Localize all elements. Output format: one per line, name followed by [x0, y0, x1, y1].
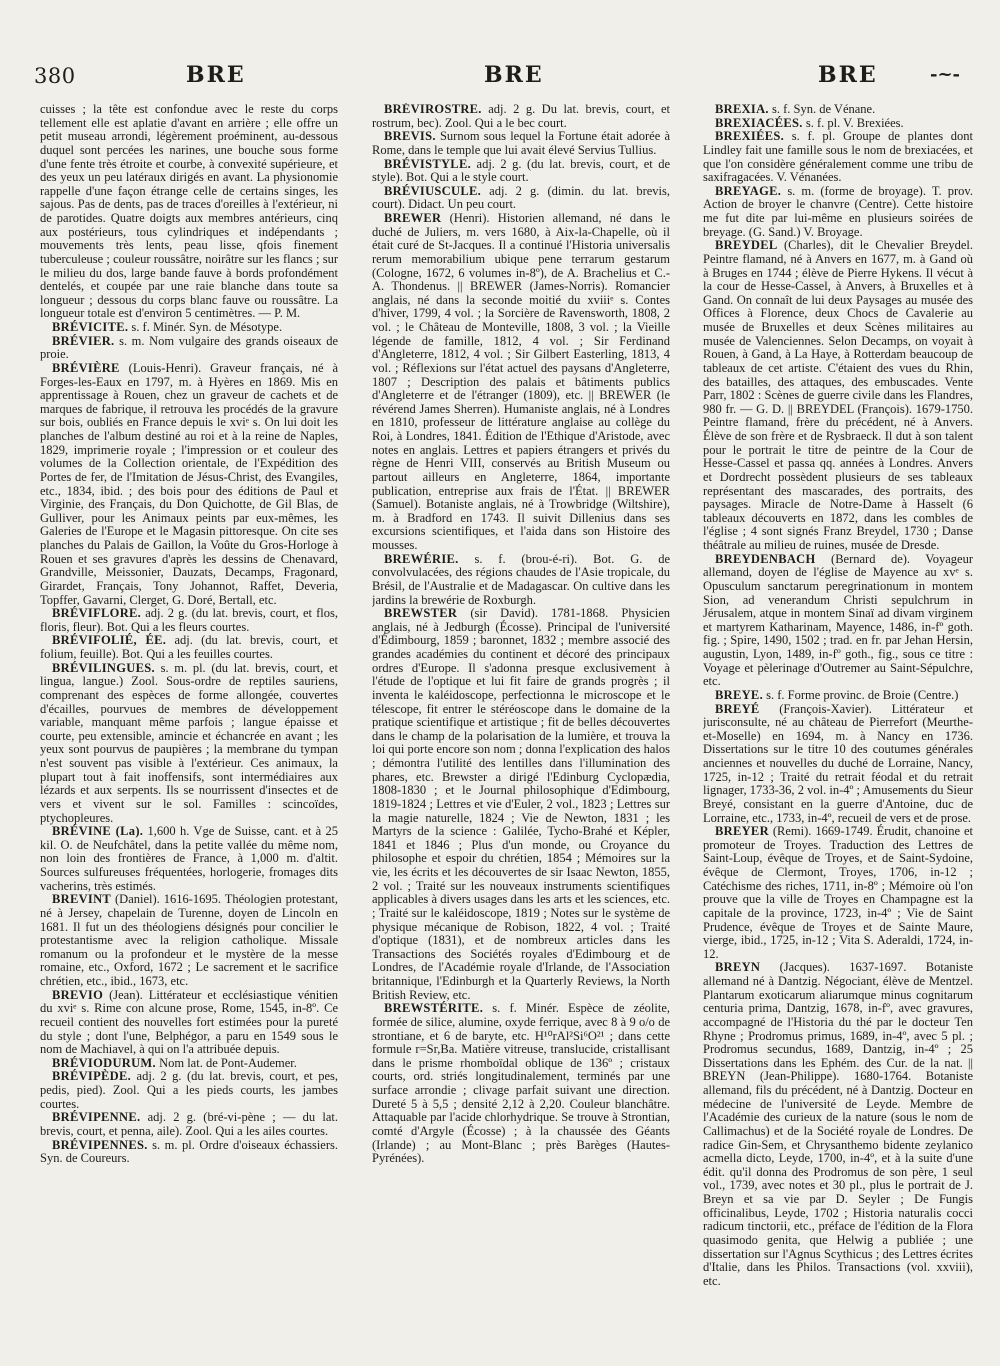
dictionary-entry [703, 117, 973, 131]
entry-text: (Jacques). 1637-1697. Botaniste allemand né à Dantzig. Négociant, élève de Mentzel. Plantarum exoticarum aliarumque minus cognitarum centuria prima, Dantzig, 1678, in-fº, avec gravures, accompagné de l'Historia du thé par le docteur Ten Rhyne ; Prodromus primus, 1689, in-4º, avec 5 pl. ; Prodromus secundus, 1689, Dantzig, in-4º ; 25 Dissertations dans les Ephém. des Cur. de la nat. || BREYN (Jean-Philippe). 1680-1764. Botaniste allemand, fils du précédent, né à Dantzig. Docteur en médecine de l'université de Leyde. Membre de l'Académie des curieux de la nature (sous le nom de Callimachus) et de la Société royale de Londres. De radice Gin-Sem, et Chrysanthemo bidente zeylanico acmella dicto, Leyde, 1700, in-4º, et à la suite d'une édit. qu'il donna des Prodromus de son père, 1 seul vol., 1739, avec notes et 30 pl., plus le portrait de J. Breyn et sa vie par D. Seyler ; De Fungis officinalibus, Leyde, 1702 ; Historia naturalis cocci radicum tinctorii, etc., préface de l'édition de la Flora quasimodo genita, que Helwig a publiée ; une dissertation sur l'Agnus Scythicus ; des Lettres écrites d'Italie, dans les Philos. Transactions (vol. xxviii), etc. [703, 960, 973, 1288]
dictionary-entry [40, 893, 338, 988]
entry-headword: BRÉVIÈRE [52, 360, 120, 375]
header-left-guideword: BRE [186, 62, 246, 88]
entry-text: s. m. (forme de broyage). T. prov. Action de broyer le chanvre (Centre). Cette histoire me fut dite par lui-même en plusieurs soirées de breyage. (G. Sand.) V. Broyage. [703, 183, 973, 239]
dictionary-entry [372, 158, 670, 185]
dictionary-entry [372, 212, 670, 553]
dictionary-entry [703, 689, 973, 703]
entry-text: cuisses ; la tête est confondue avec le reste du corps tellement elle est aplatie d'avant en arrière ; elle offre un petit museau arrondi, légèrement proéminent, au-dessous duquel sont percées les narines, une bouche sous forme d'une fente très étroite et courbe, à convexité supérieure, et des yeux un peu latéraux dirigés en avant. La physionomie rappelle d'une façon étrange celle de certains singes, les sajous. Pas de dents, pas de traces d'oreilles à l'extérieur, ni de parotides. Quatre doigts aux membres antérieurs, cinq aux postérieurs, tous cylindriques et indépendants ; mouvements très lents, peau lisse, qfois finement tuberculeuse ; couleur roussâtre, noirâtre sur les flancs ; sur le milieu du dos, large bande fauve à bords profondément dentelés, et coupée par une raie blanche dans toute sa longueur ; dessous du corps blanc fauve ou roussâtre. La longueur totale est d'environ 5 centimètres. — P. M. [40, 103, 338, 321]
entry-headword: BRÉVINE (La). [52, 824, 144, 839]
entry-headword: BRÉVIODURUM. [52, 1055, 156, 1070]
dictionary-entry [703, 703, 973, 826]
dictionary-entry [372, 103, 670, 130]
entry-text: s. f. (brou-é-ri). Bot. G. de convolvulacées, des régions chaudes de l'Asie tropicale, du Brésil, de l'Australie et de Madagascar. On cultive dans les jardins la brewérie de Roxburgh. [372, 551, 670, 607]
entry-headword: BREYAGE. [715, 183, 782, 198]
entry-text: adj. 2 g. (du lat. brevis, court, et de style). Bot. Qui a le style court. [372, 156, 670, 185]
dictionary-entry [40, 362, 338, 607]
dictionary-entry [372, 607, 670, 1002]
column-3 [703, 103, 973, 1349]
entry-text: adj. 2 g. (du lat. brevis, court, et flos, floris, fleur). Bot. Qui a les fleurs courtes. [40, 606, 338, 634]
entry-headword: BRÉVIFLORE. [52, 606, 142, 621]
entry-headword: BREYN [715, 960, 761, 975]
dictionary-entry [40, 321, 338, 335]
entry-text: s. m. Nom vulgaire des grands oiseaux de proie. [40, 333, 338, 362]
entry-text: (Henri). Historien allemand, né dans le duché de Juliers, m. vers 1680, à Aix-la-Chapelle, où il était curé de St-Jacques. Il a continué l'Historia universalis rerum memorabilium ubique pene terrarum gestarum (Cologne, 1672, 6 volumes in-8º), de A. Brachelius et C.-A. Thondenus. || BREWER (James-Norris). Romancier anglais, né dans la seconde moitié du xviiiᵉ s. Contes d'hiver, 1799, 4 vol. ; la Sorcière de Ravensworth, 1808, 2 vol. ; le Château de Monteville, 1808, 3 vol. ; la Vieille légende de famille, 1812, 4 vol. ; Sir Ferdinand d'Angleterre, 1812, 4 vol. ; Sir Gilbert Easterling, 1813, 4 vol. ; Réflexions sur l'état actuel des paysans d'Angleterre, 1807 ; Description des palais et bâtiments publics d'Angleterre et de l'étranger (1809), etc. || BREWER (le révérend James Sherren). Humaniste anglais, né à Londres en 1810, professeur de littérature anglaise au collège du Roi, à Londres, 1841. Édition de l'Ethique d'Aristode, avec notes en anglais. Lettres et papiers étrangers et privés du règne de Henri VIII, conservés au British Museum ou partout ailleurs en Angleterre, 1864, importante publication, entreprise aux frais de l'État. || BREWER (Samuel). Botaniste anglais, né à Trowbridge (Wiltshire), m. à Bradford en 1743. Il suivit Dillenius dans ses excursions scientifiques, et l'aida dans son Histoire des mousses. [372, 211, 670, 552]
entry-headword: BREXIÉES. [715, 129, 785, 144]
entry-headword: BREVINT [52, 892, 112, 907]
entry-text: s. f. Forme provinc. de Broie (Centre.) [766, 687, 959, 702]
entry-text: Surnom sous lequel la Fortune était adorée à Rome, dans le temple que lui avait élevé Servius Tullius. [372, 129, 670, 157]
dictionary-entry [40, 1057, 338, 1071]
entry-headword: BREYDENBACH [715, 551, 816, 566]
entry-text: s. f. pl. V. Brexiées. [805, 115, 904, 130]
dictionary-entry [40, 1139, 338, 1166]
entry-headword: BRÉVIFOLIÉ, ÉE. [52, 633, 167, 648]
dictionary-entry [40, 607, 338, 634]
entry-headword: BRÉVIPÈDE. [52, 1069, 132, 1084]
dictionary-entry [372, 185, 670, 212]
entry-text: (Daniel). 1616-1695. Théologien protestant, né à Jersey, chapelain de Turenne, doyen de Lincoln en 1681. Il fut un des théologiens désignés pour concilier le protestantisme avec la religion catholique. Missale romanum ou la profondeur et le mystère de la messe romaine, etc., Oxford, 1672 ; Le sacrement et le sacrifice chrétien, etc., ibid., 1673, etc. [40, 892, 338, 988]
page-number: 380 [34, 64, 76, 88]
entry-headword: BRÉVIUSCULE. [384, 183, 482, 198]
entry-text: (Bernard de). Voyageur allemand, doyen de l'église de Mayence au xvᵉ s. Opusculum sanctarum peregrinationum in montem Sion, ad venerandum Christi sepulchrum in Jérusalem, atque in montem Sinaï ad divam virginem et martyrem Katharinam, Mayence, 1486, in-fº goth. fig. ; Spire, 1490, 1502 ; trad. en fr. par Jehan Hersin, augustin, Lyon, 1489, in-fº goth., fig., sous ce titre : Voyage et pèlerinage d'Outremer au Saint-Sépulchre, etc. [703, 551, 973, 689]
dictionary-entry [40, 825, 338, 893]
header-center-guideword: BRE [484, 62, 544, 88]
dictionary-entry [703, 185, 973, 240]
entry-text: adj. 2 g. Du lat. brevis, court, et rostrum, bec). Zool. Qui a le bec court. [372, 103, 670, 130]
entry-text: (Remi). 1669-1749. Érudit, chanoine et promoteur de Troyes. Traduction des Lettres de Saint-Loup, évêque de Troyes, et de Saint-Sydoine, évêque de Clermont, Troyes, 1706, in-12 ; Catéchisme des riches, 1711, in-8º ; Mémoire où l'on prouve que la ville de Troyes en Champagne est la capitale de la province, 1723, in-4º ; Vie de Saint Prudence, évêque de Troyes et de Sainte Maure, vierge, ibid., 1725, in-12 ; Vita S. Aderaldi, 1724, in-12. [703, 824, 973, 961]
dictionary-entry [40, 662, 338, 826]
dictionary-entry [40, 1070, 338, 1111]
entry-headword: BREYÉ [715, 701, 760, 716]
column-1 [40, 103, 338, 1349]
entry-headword: BREWER [384, 211, 442, 225]
dictionary-entry [40, 634, 338, 661]
entry-headword: BREWSTER [384, 606, 458, 621]
entry-text: adj. 2 g. (dimin. du lat. brevis, court). Didact. Un peu court. [372, 183, 670, 212]
entry-headword: BRÉVISTYLE. [384, 156, 472, 171]
entry-headword: BREVIO [52, 987, 104, 1002]
dictionary-entry [40, 335, 338, 362]
entry-text: s. f. Minér. Espèce de zéolite, formée de silice, alumine, oxyde ferrique, avec 8 à 9 o/o de strontiane, et 6 de baryte, etc. H¹⁰rAl²Si⁶O²¹ ; dans cette formule r=Sr,Ba. Matière vitreuse, translucide, cristallisant dans le prisme rhomboïdal oblique de 136º ; cristaux courts, ord. striés longitudinalement, terminés par une surface arrondie ; clivage parfait suivant une direction. Dureté 5 à 5,5 ; densité 2,12 à 2,20. Couleur blanchâtre. Attaquable par l'acide chlorhydrique. Se trouve à Strontian, comté d'Argyle (Écosse) ; à la chaussée des Géants (Irlande) ; au Mont-Blanc ; près Barèges (Hautes-Pyrénées). [372, 1001, 670, 1166]
entry-headword: BRÉVIER. [52, 333, 115, 348]
entry-text: s. f. Syn. de Vénane. [771, 103, 876, 116]
entry-text: (Louis-Henri). Graveur français, né à Forges-les-Eaux en 1797, m. à Hyères en 1869. Mis en apprentissage à Rouen, chez un graveur de cachets et de marques de fabrique, il retrouva les procédés de la gravure sur bois, oubliés en France depuis le xviᵉ s. On lui doit les planches de l'album destiné au roi et à la reine de Naples, 1829, imprimerie royale ; l'impression or et couleur des volumes de la Collection orientale, de l'Expédition des Portes de fer, de l'Imitation de Jésus-Christ, des Evangiles, etc., 1834, ibid. ; des bois pour des éditions de Paul et Virginie, des Français, du Don Quichotte, de Gil Blas, de Gulliver, pour les Animaux peints par eux-mêmes, les Galeries de l'Europe et le Magasin pittoresque. On cite ses planches du Palais de Gaillon, la Voûte du Gros-Horloge à Rouen et ses gravures d'après les dessins de Chenavard, Grandville, Meissonier, Dauzats, Decamps, Fragonard, Girardet, Français, Tony Johannot, Raffet, Deveria, Topffer, Gavarni, Clerget, G. Doré, Bertall, etc. [40, 360, 338, 607]
entry-text: s. m. pl. (du lat. brevis, court, et lingua, langue.) Zool. Sous-ordre de reptiles sauriens, comprenant des espèces de forme allongée, couvertes d'écailles, pourvues de membres de développement variable, manquant même parfois ; langue épaisse et courte, peu extensible, amincie et échancrée en avant ; les yeux sont pourvus de paupières ; la membrane du tympan n'est souvent pas visible à l'extérieur. Ces animaux, la plupart tout à fait inoffensifs, sont intermédiaires aux lézards et aux serpents. Ils se nourrissent d'insectes et de vers et vivent sur le sol. Familles : scincoïdes, ptychopleures. [40, 660, 338, 825]
dictionary-entry [372, 1002, 670, 1166]
dictionary-entry [703, 130, 973, 185]
entry-headword: BRÉVILINGUES. [52, 660, 155, 675]
entry-headword: BREYDEL [715, 238, 778, 253]
entry-headword: BREXIA. [715, 103, 769, 116]
dictionary-entry [372, 553, 670, 608]
column-2 [372, 103, 670, 1349]
entry-text: adj. 2 g. (bré-vi-pène ; — du lat. brevis, court, et penna, aile). Zool. Qui a les ailes courtes. [40, 1110, 338, 1138]
dictionary-entry [703, 103, 973, 117]
entry-headword: BREXIACÉES. [715, 115, 803, 130]
entry-headword: BREYE. [715, 687, 763, 702]
dictionary-entry [703, 825, 973, 961]
header-right-guideword: BRE [818, 62, 878, 88]
entry-text: s. f. pl. Groupe de plantes dont Lindley fait une famille sous le nom de brexiacées, et que l'on considère généralement comme une tribu de saxifragacées. V. Vénanées. [703, 129, 973, 185]
entry-text: (Charles), dit le Chevalier Breydel. Peintre flamand, né à Anvers en 1677, m. à Gand où à Bruges en 1744 ; élève de Pierre Hykens. Il vécut à la cour de Hesse-Cassel, à Anvers, à Bruxelles et à Gand. On connaît de lui deux Paysages au musée des Offices à Florence, deux Chocs de Cavalerie au musée de Bruxelles et deux Scènes militaires au musée de Valenciennes. Selon Decamps, on voyait à Rouen, à Gand, à La Haye, à Rotterdam beaucoup de tableaux de cet artiste. C'étaient des vues du Rhin, des batailles, des attaques, des embuscades. Vente Parr, 1802 : Scènes de guerre civile dans les Flandres, 980 fr. — G. D. || BREYDEL (François). 1679-1750. Peintre flamand, frère du précédent, né à Anvers. Élève de son frère et de Rysbraeck. Il dut à son talent pour le portrait le titre de peintre de la Cour de Hesse-Cassel et passa qq. années à Londres. Anvers et Dordrecht possèdent plusieurs de ses tableaux représentant des mascarades, des portraits, des paysages. Miracle de Notre-Dame à Hasselt (6 tableaux découverts en 1872, dans les combles de l'église ; 4 sont signés Franz Breydel, 1730 ; Danse théâtrale au milieu de ruines, musée de Dresde. [703, 238, 973, 552]
dictionary-entry [703, 961, 973, 1288]
entry-text: (sir David). 1781-1868. Physicien anglais, né à Jedburgh (Écosse). Principal de l'université d'Édimbourg, 1859 ; baronnet, 1832 ; membre associé des grandes académies du continent et décoré des principaux ordres d'Europe. Il s'adonna presque exclusivement à l'étude de l'optique et lui fit faire de grands progrès ; il inventa le kaléidoscope, perfectionna le microscope et le télescope, fit entrer le stéréoscope dans le domaine de la pratique scientifique et artistique ; fit de belles découvertes dans le champ de la polarisation de la lumière, et trouva la loi qui porte encore son nom ; donna l'explication des halos ; démontra l'utilité des lentilles dans l'illumination des phares, etc. Brewster a dirigé l'Edinburg Cyclopædia, 1808-1830 ; et le Journal philosophique d'Edimbourg, 1819-1824 ; Lettres et vie d'Euler, 2 vol., 1823 ; Lettres sur la magie naturelle, 1824 ; Vie de Newton, 1831 ; les Martyrs de la science : Galilée, Tycho-Brahé et Képler, 1841 et 1846 ; Plus d'un monde, ou Croyance du philosophe et espoir du chrétien, 1854 ; Mémoires sur la vie, les écrits et les découvertes de sir Isaac Newton, 1855, 2 vol. ; Traité sur les nouveaux instruments scientifiques applicables à divers usages dans les arts et les sciences, etc. ; Traité sur le kaléidoscope, 1819 ; Notes sur le système de physique mécanique de Robison, 1822, 4 vol. ; Traité d'optique (1831), et de nombreux articles dans les Transactions des Sociétés royales d'Edimbourg et de Londres, de l'Académie royale d'Irlande, de l'Association britannique, l'Edinburgh et la Quarterly Reviews, la North British Review, etc. [372, 606, 670, 1002]
dictionary-entry [372, 130, 670, 157]
entry-headword: BRÉVIPENNES. [52, 1137, 148, 1152]
entry-headword: BRÉVIPENNE. [52, 1110, 141, 1125]
entry-headword: BREVIS. [384, 129, 436, 144]
entry-text: Nom lat. de Pont-Audemer. [159, 1055, 297, 1070]
entry-text: s. f. Minér. Syn. de Mésotype. [131, 320, 283, 334]
running-header [0, 62, 1000, 92]
entry-text: adj. (du lat. brevis, court, et folium, feuille). Bot. Qui a les feuilles courtes. [40, 633, 338, 661]
dictionary-entry [40, 103, 338, 321]
entry-text: 1,600 h. Vge de Suisse, cant. et à 25 kil. O. de Neufchâtel, dans la petite vallée du même nom, non loin des frontières de France, à 1,000 m. d'altit. Sources sulfureuses fréquentées, horlogerie, fromages dits vacherins, très estimés. [40, 824, 338, 893]
header-ornament: -~- [930, 64, 961, 85]
dictionary-entry [703, 239, 973, 552]
dictionary-entry [40, 989, 338, 1057]
entry-headword: BREWÉRIE. [384, 551, 459, 566]
dictionary-entry [703, 553, 973, 689]
entry-headword: BREWSTÉRITE. [384, 1001, 484, 1016]
dictionary-entry [40, 1111, 338, 1138]
entry-text: s. m. pl. Ordre d'oiseaux échassiers. Syn. de Coureurs. [40, 1137, 338, 1166]
entry-headword: BREYER [715, 824, 769, 839]
entry-text: (François-Xavier). Littérateur et jurisconsulte, né au château de Pierrefort (Meurthe-et-Moselle) en 1694, m. à Nancy en 1736. Dissertations sur le titre 10 des coutumes générales anciennes et nouvelles du duché de Lorraine, Nancy, 1725, in-12 ; Traité du retrait féodal et du retrait lignager, 1733-36, 2 vol. in-4º ; Amusements du Sieur Breyé, consistant en la guerre d'Antoine, duc de Lorraine, etc., 1733, in-4º, recueil de vers et de prose. [703, 701, 973, 825]
entry-text: (Jean). Littérateur et ecclésiastique vénitien du xviᵉ s. Rime con alcune prose, Rome, 1545, in-8º. Ce recueil contient des nouvelles fort estimées pour la pureté du style ; dont l'une, Belphégor, a paru en 1549 sous le nom de Machiavel, à qui on l'a attribuée depuis. [40, 987, 338, 1057]
entry-headword: BRÉVICITE. [52, 320, 129, 334]
entry-text: adj. 2 g. (du lat. brevis, court, et pes, pedis, pied). Zool. Qui a les pieds courts, les jambes courtes. [40, 1069, 338, 1111]
entry-headword: BRÉVIROSTRE. [384, 103, 482, 116]
